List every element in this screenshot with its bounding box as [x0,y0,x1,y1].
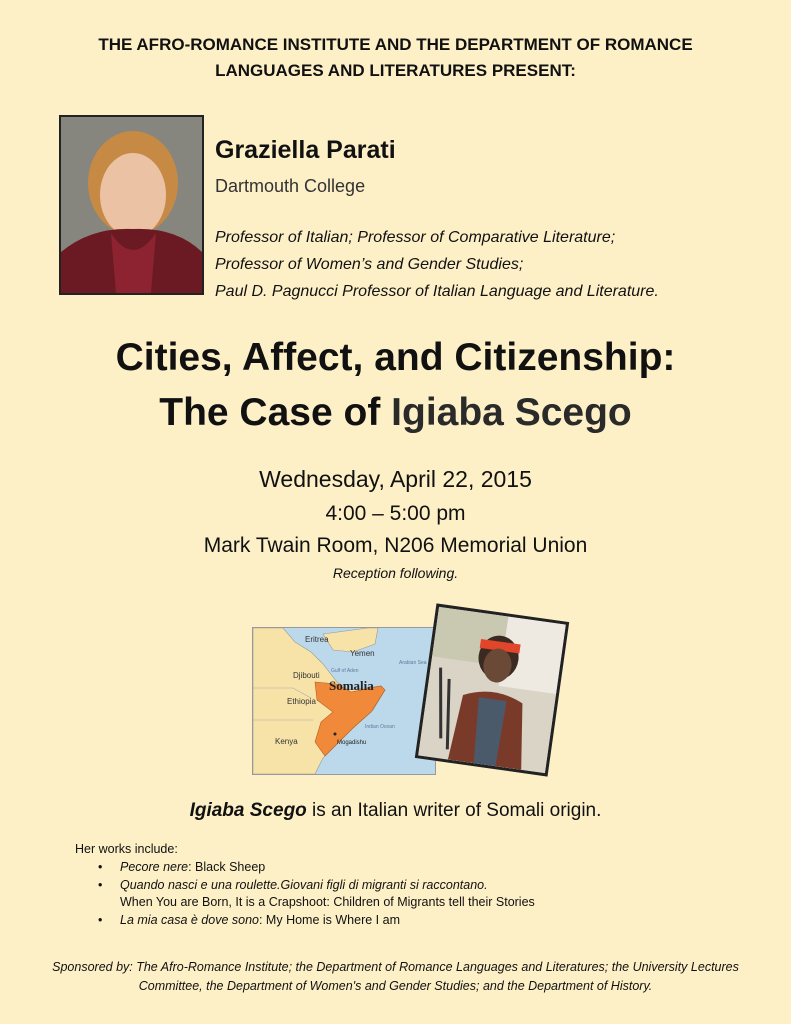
works-list [98,859,535,929]
author-intro-text: is an Italian writer of Somali origin. [306,800,602,821]
sponsor-line-2: Committee, the Department of Women's and Gender Studies; and the Department of History. [138,979,653,993]
speaker-portrait-icon [61,117,202,293]
work-title: Quando nasci e una roulette.Giovani figli di migranti si raccontano. [120,877,488,892]
event-venue: Mark Twain Room, N206 Memorial Union [203,534,588,557]
works-label: Her works include: [75,842,178,856]
talk-title-line-2 [0,385,791,440]
map-label: Yemen [350,649,375,658]
header-line-1: THE AFRO-ROMANCE INSTITUTE AND THE DEPARTMENT OF ROMANCE [98,35,693,54]
speaker-titles [215,224,659,305]
speaker-affiliation: Dartmouth College [215,176,366,196]
sponsor-line-1: Sponsored by: The Afro-Romance Institute; the Department of Romance Languages and Literatures; the University Lectures [52,960,739,974]
work-translation: : Black Sheep [188,860,266,874]
map-label: Indian Ocean [365,724,395,730]
map-label: Mogadishu [337,740,367,746]
author-portrait-icon [418,607,566,773]
poster-header [0,32,791,84]
bullet-icon: • [98,877,103,892]
author-intro [0,800,791,822]
event-date: Wednesday, April 22, 2015 [259,466,532,492]
talk-title-line-1: Cities, Affect, and Citizenship: [115,336,676,379]
talk-title [0,330,791,440]
map-label: Ethiopia [287,697,316,706]
work-title: Pecore nere [120,860,189,874]
bullet-icon: • [98,860,103,874]
speaker-title-line: Professor of Italian; Professor of Comparative Literature; [215,229,616,246]
speaker-title-line: Professor of Women’s and Gender Studies; [215,256,524,273]
map-label: Djibouti [293,671,320,680]
talk-title-author: Igiaba Scego [391,391,632,434]
work-translation: When You are Born, It is a Crapshoot: Children of Migrants tell their Stories [120,895,535,909]
talk-title-prefix: The Case of [159,391,392,434]
work-title: La mia casa è dove sono [120,912,259,927]
list-item [98,859,535,877]
map-label: Arabian Sea [399,660,427,666]
event-time: 4:00 – 5:00 pm [325,502,466,525]
header-line-2: LANGUAGES AND LITERATURES PRESENT: [215,61,576,80]
author-name: Igiaba Scego [189,800,307,821]
map-label: Eritrea [305,635,329,644]
author-photo [415,603,569,776]
bullet-icon: • [98,912,103,927]
somalia-map [252,627,436,775]
map-label: Somalia [329,678,374,693]
event-reception: Reception following. [332,565,459,581]
map-label: Gulf of Aden [331,668,359,674]
list-item [98,912,535,930]
speaker-photo [59,115,204,295]
sponsor-text [30,958,761,996]
somalia-map-icon [253,628,435,774]
work-translation: : My Home is Where I am [258,912,400,927]
map-label: Kenya [275,737,298,746]
speaker-name: Graziella Parati [215,136,396,164]
list-item [98,877,535,912]
speaker-title-line: Paul D. Pagnucci Professor of Italian Language and Literature. [215,283,659,300]
